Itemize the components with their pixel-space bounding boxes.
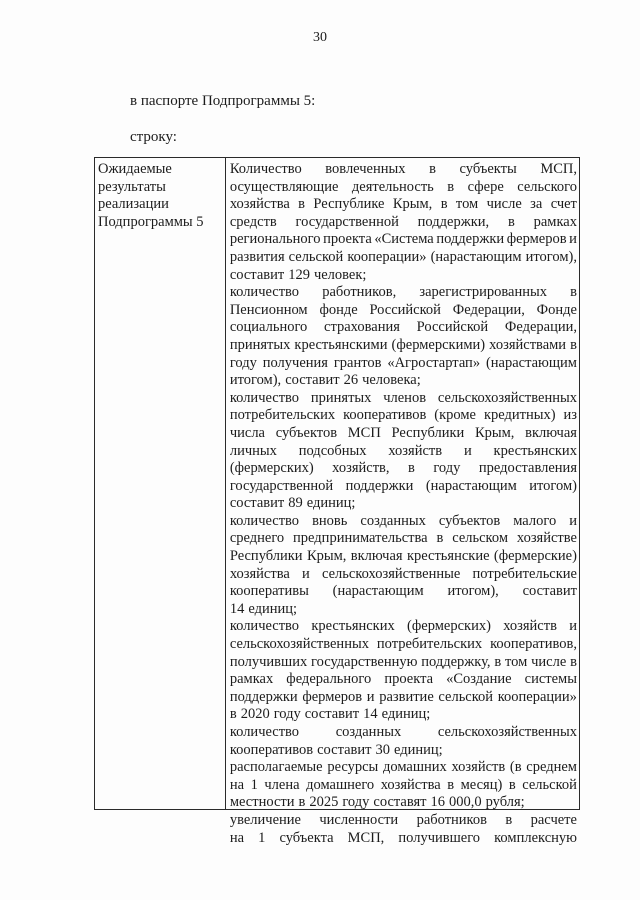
text-line: социального страхования Российской Федерации,: [229, 319, 577, 336]
text-line: на 1 члена домашнего хозяйства в месяц) в сельской: [229, 776, 577, 793]
text-line: сельскохозяйственных потребительских кооперативов,: [229, 636, 577, 653]
passport-table: [94, 157, 580, 846]
text-line: (фермерских) хозяйств, в году предоставления: [229, 460, 577, 477]
text-line: составит 129 человек;: [229, 266, 367, 283]
value-paragraph: [230, 284, 577, 390]
text-line: хозяйства и сельскохозяйственные потребительские: [229, 565, 577, 582]
value-paragraph: [230, 812, 577, 847]
text-line: количество созданных сельскохозяйственных: [229, 724, 577, 740]
text-line: среднего предпринимательства в сельском хозяйстве: [229, 530, 577, 547]
text-line: средств государственной поддержки, в рамках: [229, 213, 577, 230]
label-line: Ожидаемые: [98, 161, 172, 177]
table-cell-value: [225, 158, 579, 846]
intro-line-row: строку:: [130, 129, 177, 145]
text-line: количество принятых членов сельскохозяйственных: [229, 389, 577, 406]
text-line: местности в 2025 году составят 16 000,0 рубля;: [229, 794, 525, 811]
text-line: году получения грантов «Агростартап» (нарастающим: [229, 354, 577, 371]
table-row: [95, 158, 580, 810]
label-block: [95, 158, 225, 231]
text-line: количество вновь созданных субъектов малого и: [229, 512, 577, 529]
text-line: поддержки фермеров и развитие сельской кооперации»: [229, 688, 577, 705]
value-paragraph: [230, 390, 577, 513]
text-line: итогом), составит 26 человека;: [229, 372, 421, 389]
text-line: количество крестьянских (фермерских) хозяйств и: [229, 618, 577, 635]
text-line: 14 единиц;: [229, 600, 298, 617]
value-paragraph: [230, 161, 577, 284]
text-line: принятых крестьянскими (фермерскими) хозяйствами в: [229, 336, 577, 353]
value-block: [226, 158, 579, 846]
text-line: личных подсобных хозяйств и крестьянских: [229, 442, 577, 459]
value-paragraph: [230, 513, 577, 619]
page-number: 30: [313, 30, 327, 45]
label-line: Подпрограммы 5: [98, 213, 204, 230]
text-line: Количество вовлеченных в субъекты МСП,: [229, 161, 577, 177]
text-line: регионального проекта «Система поддержки фермеров и: [229, 231, 577, 248]
text-line: числа субъектов МСП Республики Крым, включая: [229, 424, 577, 441]
text-line: рамках федерального проекта «Создание системы: [229, 671, 577, 688]
value-paragraph: [230, 618, 577, 724]
text-line: располагаемые ресурсы домашних хозяйств (в среднем: [229, 759, 577, 776]
table-cell-label: [95, 158, 226, 810]
label-line: результаты: [98, 178, 166, 195]
text-line: кооперативы (нарастающим итогом), составит: [229, 583, 577, 600]
value-paragraph: [230, 759, 577, 812]
text-line: получивших государственную поддержку, в том числе в: [229, 653, 577, 670]
value-paragraph: [230, 724, 577, 759]
text-line: количество работников, зарегистрированных в: [229, 284, 577, 301]
text-line: осуществляющие деятельность в сфере сельского: [229, 178, 577, 195]
text-line: кооперативов составит 30 единиц;: [229, 741, 443, 758]
text-line: потребительских кооперативов (кроме кредитных) из: [229, 407, 577, 424]
text-line: хозяйства в Республике Крым, в том числе за счет: [229, 196, 577, 213]
text-line: Республики Крым, включая крестьянские (фермерские): [229, 548, 577, 565]
text-line: увеличение численности работников в расчете: [229, 811, 577, 828]
label-line: реализации: [98, 196, 169, 213]
text-line: развития сельской кооперации» (нарастающим итогом),: [229, 248, 577, 265]
text-line: Пенсионном фонде Российской Федерации, Фонде: [229, 301, 577, 318]
intro-line-passport: в паспорте Подпрограммы 5:: [130, 93, 316, 109]
text-line: государственной поддержки (нарастающим итогом): [229, 477, 577, 494]
text-line: в 2020 году составит 14 единиц;: [229, 706, 431, 723]
text-line: составит 89 единиц;: [229, 495, 356, 512]
text-line: на 1 субъекта МСП, получившего комплексную: [229, 829, 577, 846]
